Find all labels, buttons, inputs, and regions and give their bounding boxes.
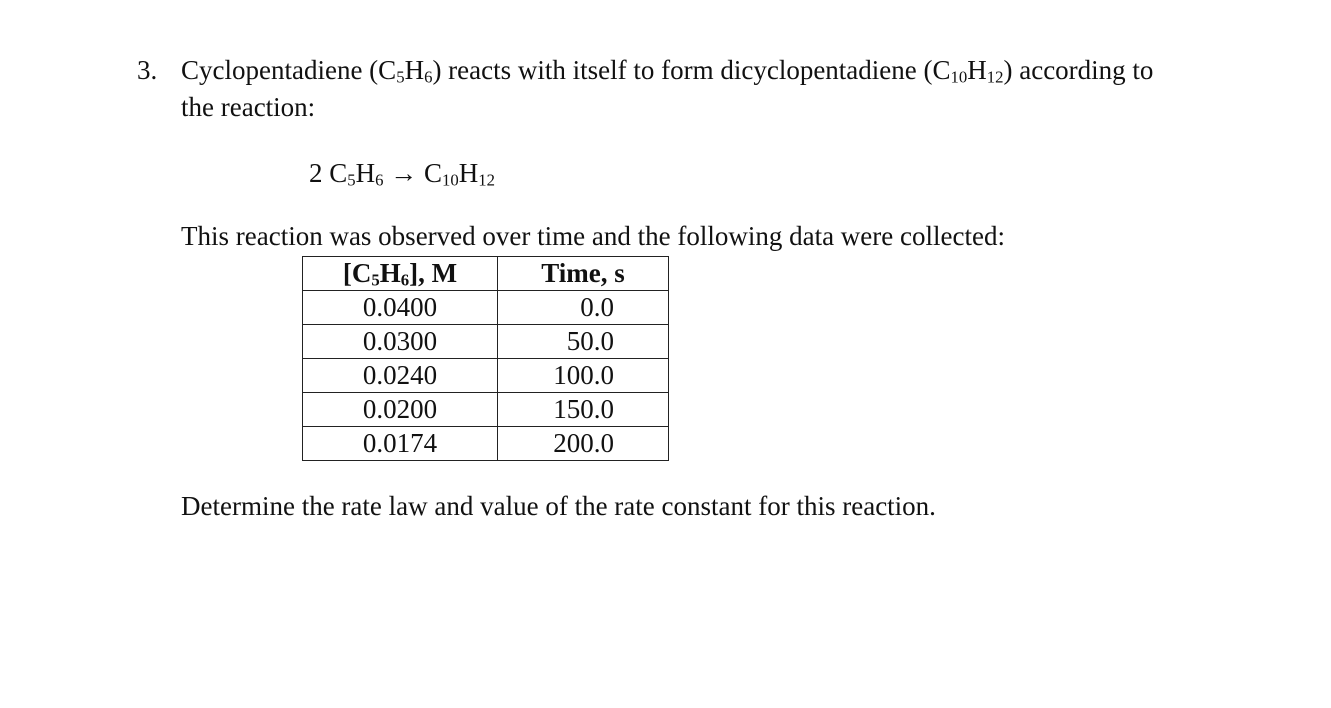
question-text-segment: H <box>404 55 425 85</box>
subscript: 5 <box>396 67 405 87</box>
arrow-right-icon: → <box>390 158 418 188</box>
table-row <box>303 427 669 461</box>
subscript: 10 <box>950 67 968 87</box>
question-text-segment: H <box>967 55 987 85</box>
question-text-segment: Cyclopentadiene (C <box>181 55 397 85</box>
subscript: 5 <box>347 170 356 190</box>
concentration-cell: 0.0300 <box>303 325 498 359</box>
product-h: H <box>458 158 479 188</box>
question-text-segment: ) according to <box>1003 55 1154 85</box>
data-table <box>302 256 669 461</box>
time-cell: 200.0 <box>498 427 669 461</box>
concentration-cell: 0.0240 <box>303 359 498 393</box>
table-row <box>303 393 669 427</box>
subscript: 6 <box>400 270 410 290</box>
concentration-cell: 0.0200 <box>303 393 498 427</box>
question-text-segment: ) reacts with itself to form dicyclopentadiene (C <box>432 55 951 85</box>
table-row <box>303 359 669 393</box>
time-header: Time, s <box>498 257 669 291</box>
table-header-row <box>303 257 669 291</box>
question-number: 3. <box>137 55 158 85</box>
product-c: C <box>424 158 443 188</box>
subscript: 5 <box>371 270 380 290</box>
subscript: 6 <box>375 170 384 190</box>
time-cell: 50.0 <box>498 325 669 359</box>
table-row <box>303 291 669 325</box>
subscript: 6 <box>424 67 433 87</box>
time-cell: 0.0 <box>498 291 669 325</box>
header-segment: ], M <box>409 258 458 288</box>
reaction-equation <box>309 155 495 191</box>
reactant-h: H <box>355 158 376 188</box>
question-text-line-2: the reaction: <box>181 92 316 122</box>
header-segment: [C <box>342 258 372 288</box>
subscript: 12 <box>478 170 495 190</box>
header-segment: H <box>379 258 401 288</box>
question-text-line-1 <box>181 52 1153 88</box>
intro-text: This reaction was observed over time and the following data were collected: <box>181 221 1005 251</box>
closing-question: Determine the rate law and value of the rate constant for this reaction. <box>181 491 936 521</box>
reactant-coefficient: 2 C <box>309 158 348 188</box>
subscript: 10 <box>442 170 459 190</box>
subscript: 12 <box>986 67 1004 87</box>
concentration-cell: 0.0400 <box>303 291 498 325</box>
concentration-cell: 0.0174 <box>303 427 498 461</box>
concentration-header <box>303 257 498 291</box>
table-row <box>303 325 669 359</box>
time-cell: 100.0 <box>498 359 669 393</box>
time-cell: 150.0 <box>498 393 669 427</box>
